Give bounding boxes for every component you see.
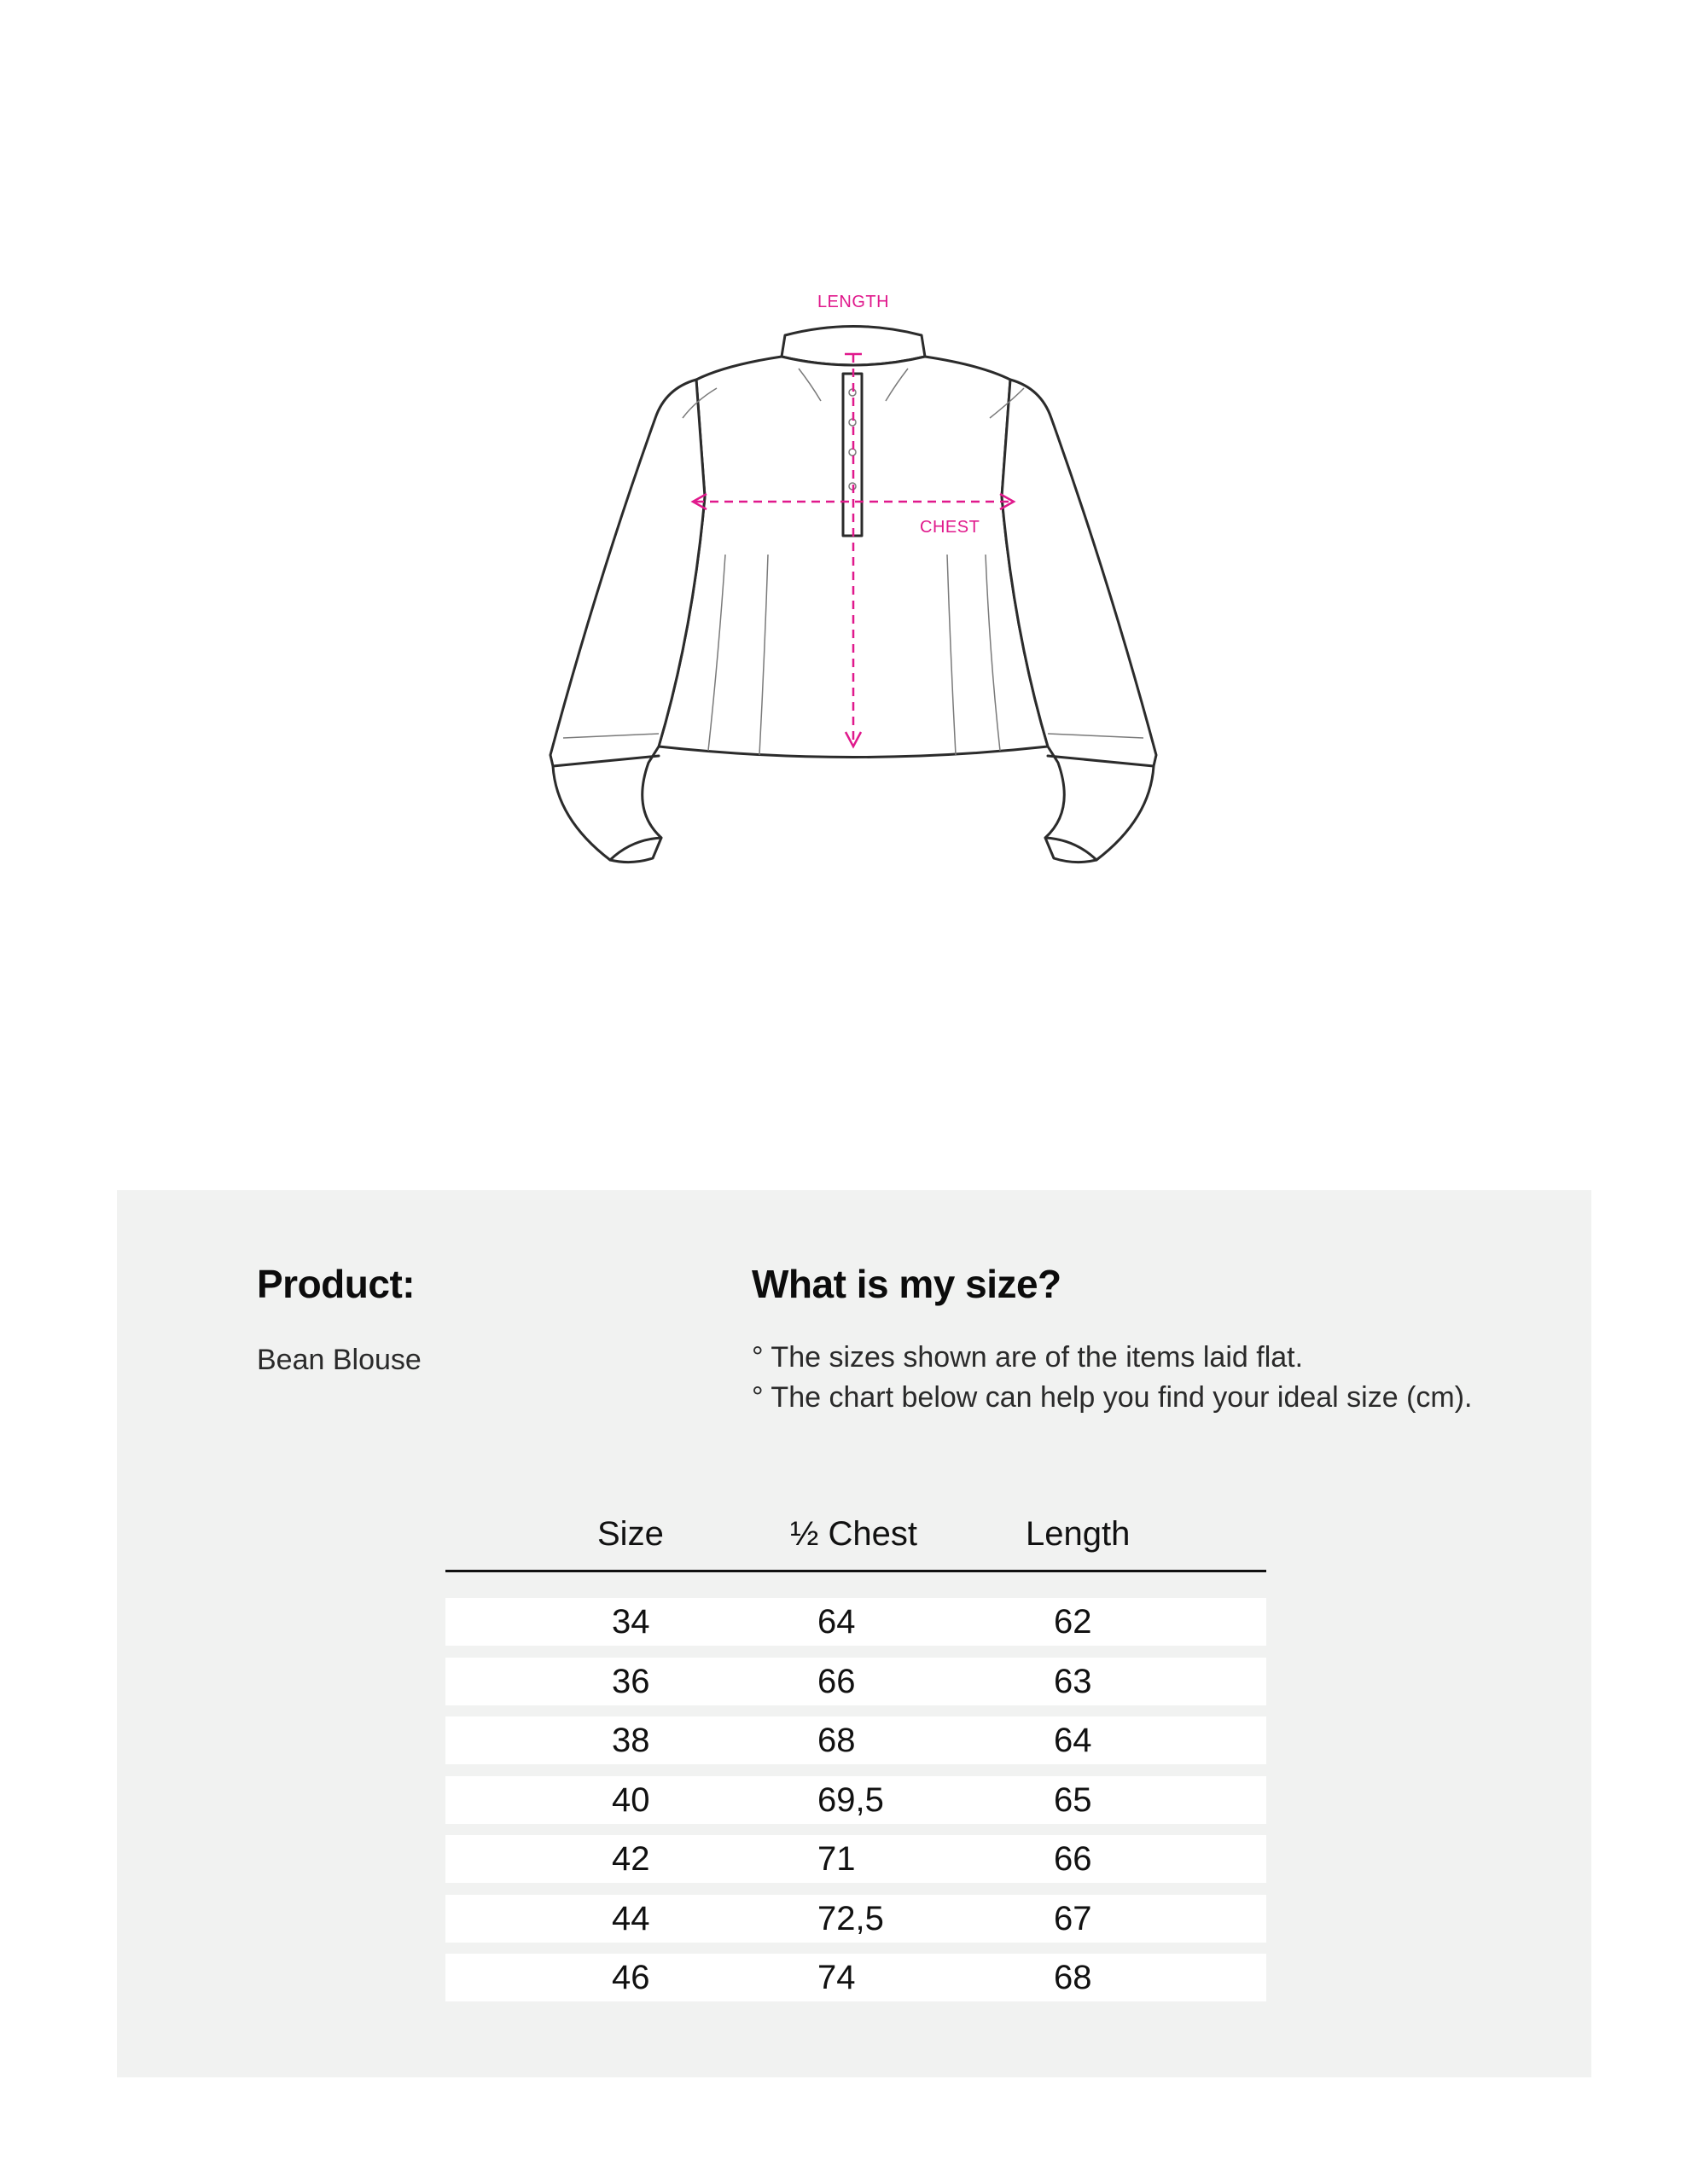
table-body	[445, 1598, 1266, 2001]
product-heading: Product:	[257, 1262, 416, 1306]
table-header	[445, 1510, 1266, 1572]
half-chest-cell: 69,5	[817, 1780, 884, 1819]
table-row	[445, 1895, 1266, 1943]
column-header-length: Length	[1026, 1515, 1131, 1553]
product-name: Bean Blouse	[257, 1344, 422, 1376]
size-cell: 38	[612, 1722, 650, 1759]
size-help-heading: What is my size?	[752, 1262, 1061, 1306]
length-cell: 65	[1054, 1780, 1092, 1819]
table-row	[445, 1716, 1266, 1764]
length-cell: 64	[1054, 1722, 1092, 1759]
size-cell: 34	[612, 1603, 650, 1641]
column-header-size: Size	[597, 1515, 664, 1553]
half-chest-cell: 72,5	[817, 1899, 884, 1937]
length-cell: 67	[1054, 1899, 1092, 1937]
length-label: LENGTH	[817, 293, 890, 311]
length-cell: 68	[1054, 1959, 1092, 1996]
column-header-half-chest: ½ Chest	[790, 1515, 917, 1553]
table-row	[445, 1954, 1266, 2001]
table-row	[445, 1658, 1266, 1705]
half-chest-cell: 71	[817, 1840, 856, 1878]
size-note: ° The chart below can help you find your ideal size (cm).	[752, 1381, 1473, 1414]
half-chest-cell: 68	[817, 1722, 856, 1759]
size-cell: 40	[612, 1780, 650, 1819]
table-row	[445, 1835, 1266, 1883]
size-cell: 36	[612, 1662, 650, 1700]
size-cell: 44	[612, 1899, 650, 1937]
size-table	[445, 1510, 1266, 2013]
table-row	[445, 1598, 1266, 1646]
chest-label: CHEST	[920, 518, 980, 537]
length-cell: 62	[1054, 1603, 1092, 1641]
table-row	[445, 1776, 1266, 1824]
size-help-notes	[752, 1338, 1473, 1418]
length-cell: 66	[1054, 1840, 1092, 1878]
garment-diagram	[512, 273, 1195, 887]
half-chest-cell: 74	[817, 1959, 856, 1996]
length-cell: 63	[1054, 1662, 1092, 1700]
size-note: ° The sizes shown are of the items laid flat.	[752, 1341, 1304, 1374]
half-chest-cell: 66	[817, 1662, 856, 1700]
blouse-illustration	[512, 273, 1195, 887]
size-guide-panel	[117, 1190, 1591, 2077]
half-chest-cell: 64	[817, 1603, 856, 1641]
size-cell: 46	[612, 1959, 650, 1996]
size-cell: 42	[612, 1840, 650, 1878]
